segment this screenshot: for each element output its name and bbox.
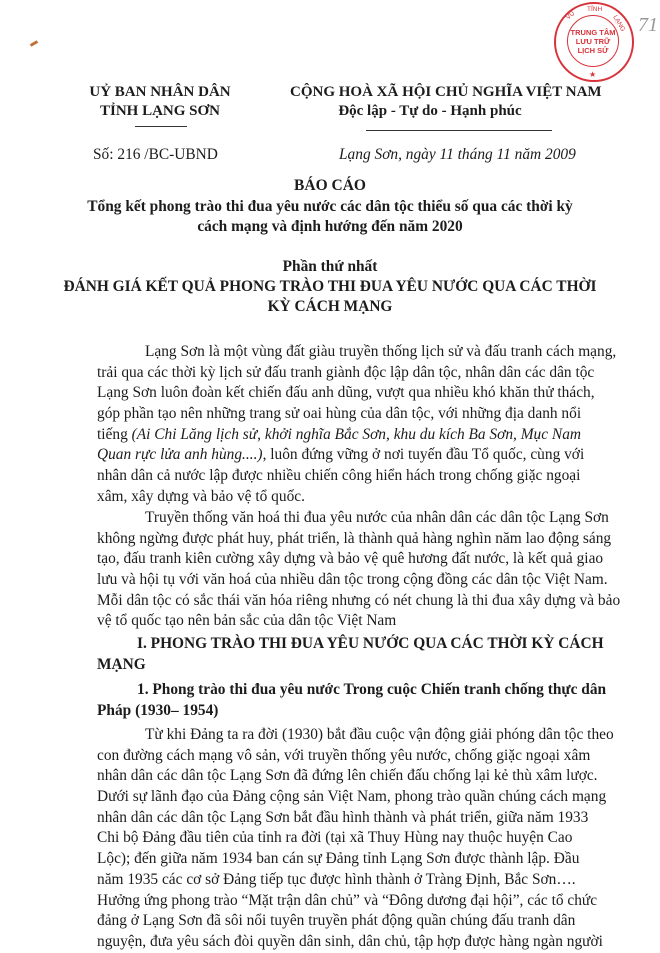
text-line: Pháp (1930– 1954): [97, 701, 219, 719]
paragraph-1: [97, 342, 617, 508]
italic-span: Quan rực lửa anh hùng....): [97, 446, 263, 464]
text-line: tạo, đấu tranh kiên cường xây dựng và bảo vệ quê hương đất nước, là kết quả giao: [97, 550, 604, 568]
province-name: TỈNH LẠNG SƠN: [99, 103, 221, 119]
text-line: nhân dân cả nước lập được nhiều chiến công hiển hách trong chống giặc ngoại: [97, 467, 581, 485]
text-line: Từ khi Đảng ta ra đời (1930) bắt đầu cuộc vận động giải phóng dân tộc theo: [145, 726, 614, 743]
stamp-line: LƯU TRỮ: [575, 36, 611, 46]
text-line: MẠNG: [97, 655, 146, 673]
report-heading: BÁO CÁO: [294, 177, 366, 194]
divider: [366, 130, 552, 131]
part-title: KỲ CÁCH MẠNG: [267, 298, 393, 315]
text-span: , luôn đứng vững ở nơi tuyến đầu Tổ quốc, cùng với: [262, 446, 585, 464]
text-line: năm 1935 các cơ sở Đảng tiếp tục được hình thành ở Tràng Định, Bắc Sơn….: [97, 870, 576, 888]
text-line: không ngừng được phát huy, phát triển, là thành quả hàng nghìn năm lao động sáng: [97, 529, 612, 547]
text-line: Lạng Sơn luôn đoàn kết chiến đấu anh dũng, vượt qua nhiều khó khăn thử thách,: [97, 384, 595, 402]
italic-span: (Ai Chi Lăng lịch sử, khởi nghĩa Bắc Sơn, khu du kích Ba Sơn, Mục Nam: [131, 425, 582, 443]
text-line: xâm, xây dựng và bảo vệ tổ quốc.: [97, 487, 305, 505]
nation-motto: Độc lập - Tự do - Hạnh phúc: [338, 103, 522, 119]
text-line: Mỗi dân tộc có sắc thái văn hóa riêng nhưng có nét chung là thi đua xây dựng và bảo: [97, 591, 621, 609]
star-icon: ★: [589, 70, 597, 79]
text-line: I. PHONG TRÀO THI ĐUA YÊU NƯỚC QUA CÁC THỜI KỲ CÁCH: [137, 635, 604, 652]
text-line: nhân dân các dân tộc Lạng Sơn đã đứng lên chiến đấu chống lại kẻ thù xâm lược.: [97, 767, 598, 785]
paragraph-2: [97, 508, 621, 632]
text-line: Lạng Sơn là một vùng đất giàu truyền thống lịch sử và đấu tranh cách mạng,: [145, 343, 617, 360]
text-line: [97, 445, 585, 466]
nation-title: CỘNG HOÀ XÃ HỘI CHỦ NGHĨA VIỆT NAM: [290, 84, 602, 100]
text-line: con đường cách mạng vô sản, với truyền thống yêu nước, chống giặc ngoại xâm: [97, 746, 591, 764]
text-span: tiếng: [97, 425, 132, 443]
text-line: đảng ở Lạng Sơn đã sôi nổi tuyên truyền phát động quần chúng đấu tranh dân: [97, 912, 576, 930]
report-subtitle: cách mạng và định hướng đến năm 2020: [197, 218, 463, 235]
text-line: trải qua các thời kỳ lịch sử đấu tranh giành độc lập dân tộc, nhân dân các dân tộc: [97, 363, 595, 381]
text-line: nguyện, đưa yêu sách đòi quyền dân sinh, dân chủ, tập hợp được hàng ngàn người: [97, 932, 603, 950]
text-line: Dưới sự lãnh đạo của Đảng cộng sản Việt Nam, phong trào quần chúng cách mạng: [97, 788, 607, 806]
text-line: lưu và hội tụ với văn hoá của nhiều dân tộc trong cộng đồng các dân tộc Việt Nam.: [97, 571, 608, 589]
document-number: Số: 216 /BC-UBND: [93, 146, 218, 163]
text-line: vệ tổ quốc tạo nên bản sắc của dân tộc Việt Nam: [97, 612, 397, 630]
text-line: Chi bộ Đảng đầu tiên của tỉnh ra đời (tại xã Thuy Hùng nay thuộc huyện Cao: [97, 829, 573, 847]
subsection-heading: [97, 680, 607, 721]
paragraph-3: [97, 725, 614, 953]
part-title: ĐÁNH GIÁ KẾT QUẢ PHONG TRÀO THI ĐUA YÊU NƯỚC QUA CÁC THỜI: [63, 278, 597, 295]
report-subtitle: Tổng kết phong trào thi đua yêu nước các dân tộc thiểu số qua các thời kỳ: [87, 198, 573, 215]
agency-name: UỶ BAN NHÂN DÂN: [89, 84, 231, 100]
text-line: 1. Phong trào thi đua yêu nước Trong cuộc Chiến tranh chống thực dân: [137, 681, 607, 698]
text-line: Truyền thống văn hoá thi đua yêu nước của nhân dân các dân tộc Lạng Sơn: [145, 509, 609, 526]
archive-stamp: VỤ TỈNH LẠNG TRUNG TÂM LƯU TRỮ LỊCH SỬ ★: [554, 2, 634, 82]
text-line: góp phần tạo nên những trang sử oai hùng của dân tộc, với những địa danh nổi: [97, 405, 582, 423]
text-line: nhân dân các dân tộc Lạng Sơn bắt đầu hình thành và phát triển, giữa năm 1933: [97, 808, 589, 826]
text-line: Hưởng ứng phong trào “Mặt trận dân chủ” và “Đông dương đại hội”, các tổ chức: [97, 891, 598, 909]
text-line: Lộc); đến giữa năm 1934 ban cán sự Đảng tỉnh Lạng Sơn được thành lập. Đầu: [97, 850, 580, 868]
text-line: [97, 425, 582, 446]
place-date: Lạng Sơn, ngày 11 tháng 11 năm 2009: [339, 146, 576, 163]
section-heading: [97, 634, 604, 675]
ink-mark: [30, 40, 38, 47]
divider: [135, 126, 187, 127]
stamp-line: LỊCH SỬ: [577, 45, 609, 55]
part-label: Phần thứ nhất: [282, 258, 378, 275]
stamp-line: TRUNG TÂM: [570, 27, 616, 37]
page-number-handwritten: 71: [638, 14, 658, 36]
